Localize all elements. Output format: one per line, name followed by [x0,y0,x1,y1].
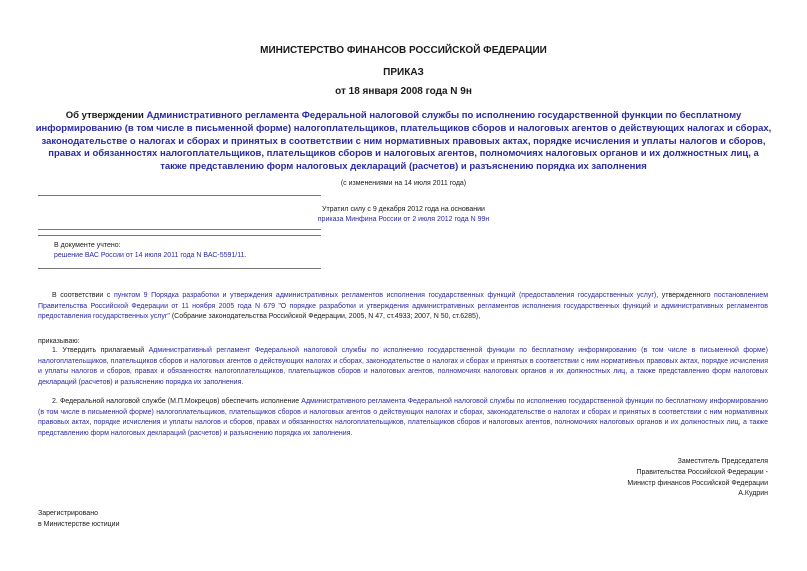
preamble-text: В соответствии с [52,292,114,299]
preamble-paragraph [38,291,768,323]
order-item-1 [38,346,768,388]
document-type: ПРИКАЗ [383,67,424,78]
lost-force-text: Утратил силу с 9 декабря 2012 года на основании [322,206,485,213]
divider [38,268,321,269]
item-text: . [241,378,244,386]
changes-note: (с изменениями на 14 июля 2011 года) [340,180,467,187]
document-title [35,110,772,174]
document-date-number: от 18 января 2008 года N 9н [335,86,472,97]
registration-line: Зарегистрировано [38,510,98,517]
item-text: 1. Утвердить прилагаемый [52,347,149,354]
procedure-clause-link[interactable]: пунктом 9 Порядка разработки и утверждения административных регламентов исполнения государственных функций (предоставления государственных услуг) [113,292,657,299]
preamble-text: , утвержденного [656,292,715,299]
signature-line: Министр финансов Российской Федерации [627,479,768,487]
order-word: приказываю: [38,338,80,345]
registration-line: в Министерстве юстиции [38,520,120,528]
lost-force-note [40,205,767,225]
regulation-link[interactable]: Административный регламент Федеральной налоговой службы по исполнению государственной функции по бесплатному информированию (в том числе в письменной форме) налогоплательщиков, плательщиков сборов и налоговых агентов о действующих налогах и сборах, законодательстве о налогах и сборах и принятых в соответствии с ним нормативных правовых актах, порядке исчисления и уплаты налогов и сборов, правах и обязанностях налогоплательщиков, плательщиков сборов и налоговых агентов, полномочиях налоговых органов и их должностных лиц, а также представлению форм налоговых деклараций (расчетов) и разъяснению порядка их заполнения [38,347,768,386]
government-resolution-link[interactable]: постановлением Правительства Российской Федерации от 11 ноября 2005 года N 679 "О порядке разработки и утверждения административных регламентов исполнения государственных функций и административных регламентов предоставления государственных услуг" [38,292,769,320]
taken-into-account-label: В документе учтено: [54,242,121,249]
title-prefix: Об утверждении [65,110,147,121]
item-text: 2. Федеральной налоговой службе (М.П.Мокрецов) обеспечить исполнение [52,398,302,405]
signatory-name: А.Кудрин [738,490,768,498]
taken-into-account-link[interactable]: решение ВАС России от 14 июля 2011 года N ВАС-5591/11. [54,252,247,259]
title-regulation-link[interactable]: Административного регламента Федеральной налоговой службы по исполнению государственной функции по бесплатному информированию (в том числе в письменной форме) налогоплательщиков, плательщиков сборов и налоговых агентов о действующих налогах и сборах, законодательстве о налогах и сборах и принятых в соответствии с ним нормативных правовых актах, порядке исчисления и уплаты налогов и сборов, правах и обязанностях налогоплательщиков, плательщиков сборов и налоговых агентов, полномочиях налоговых органов и их должностных лиц, а также представлению форм налоговых деклараций (расчетов) и разъяснению порядка их заполнения [35,110,772,173]
ministry-heading: МИНИСТЕРСТВО ФИНАНСОВ РОССИЙСКОЙ ФЕДЕРАЦИИ [260,45,547,56]
order-item-2 [38,397,768,439]
registration-note [38,509,119,530]
divider [38,229,321,230]
taken-into-account-note [54,241,334,261]
regulation-link[interactable]: Административного регламента Федеральной налоговой службы по исполнению государственной функции по бесплатному информированию (в том числе в письменной форме) налогоплательщиков, плательщиков сборов и налоговых агентов о действующих налогах и сборах, законодательстве о налогах и сборах и принятых в соответствии с ним нормативных правовых актах, порядке исчисления и уплаты налогов и сборов, правах и обязанностях налогоплательщиков, плательщиков сборов и налоговых агентов, полномочиях налоговых органов и их должностных лиц, а также представлению форм налоговых деклараций (расчетов) и разъяснению порядка их заполнения [38,398,768,437]
signature-line: Заместитель Председателя [677,458,768,465]
divider [38,235,321,236]
lost-force-link[interactable]: приказа Минфина России от 2 июля 2012 года N 99н [317,216,490,223]
item-text: . [350,429,353,437]
signature-line: Правительства Российской Федерации - [636,468,768,476]
signature-block [560,457,768,500]
divider [38,195,321,196]
preamble-text: (Собрание законодательства Российской Федерации, 2005, N 47, ст.4933; 2007, N 50, ст.6285), [169,313,481,320]
